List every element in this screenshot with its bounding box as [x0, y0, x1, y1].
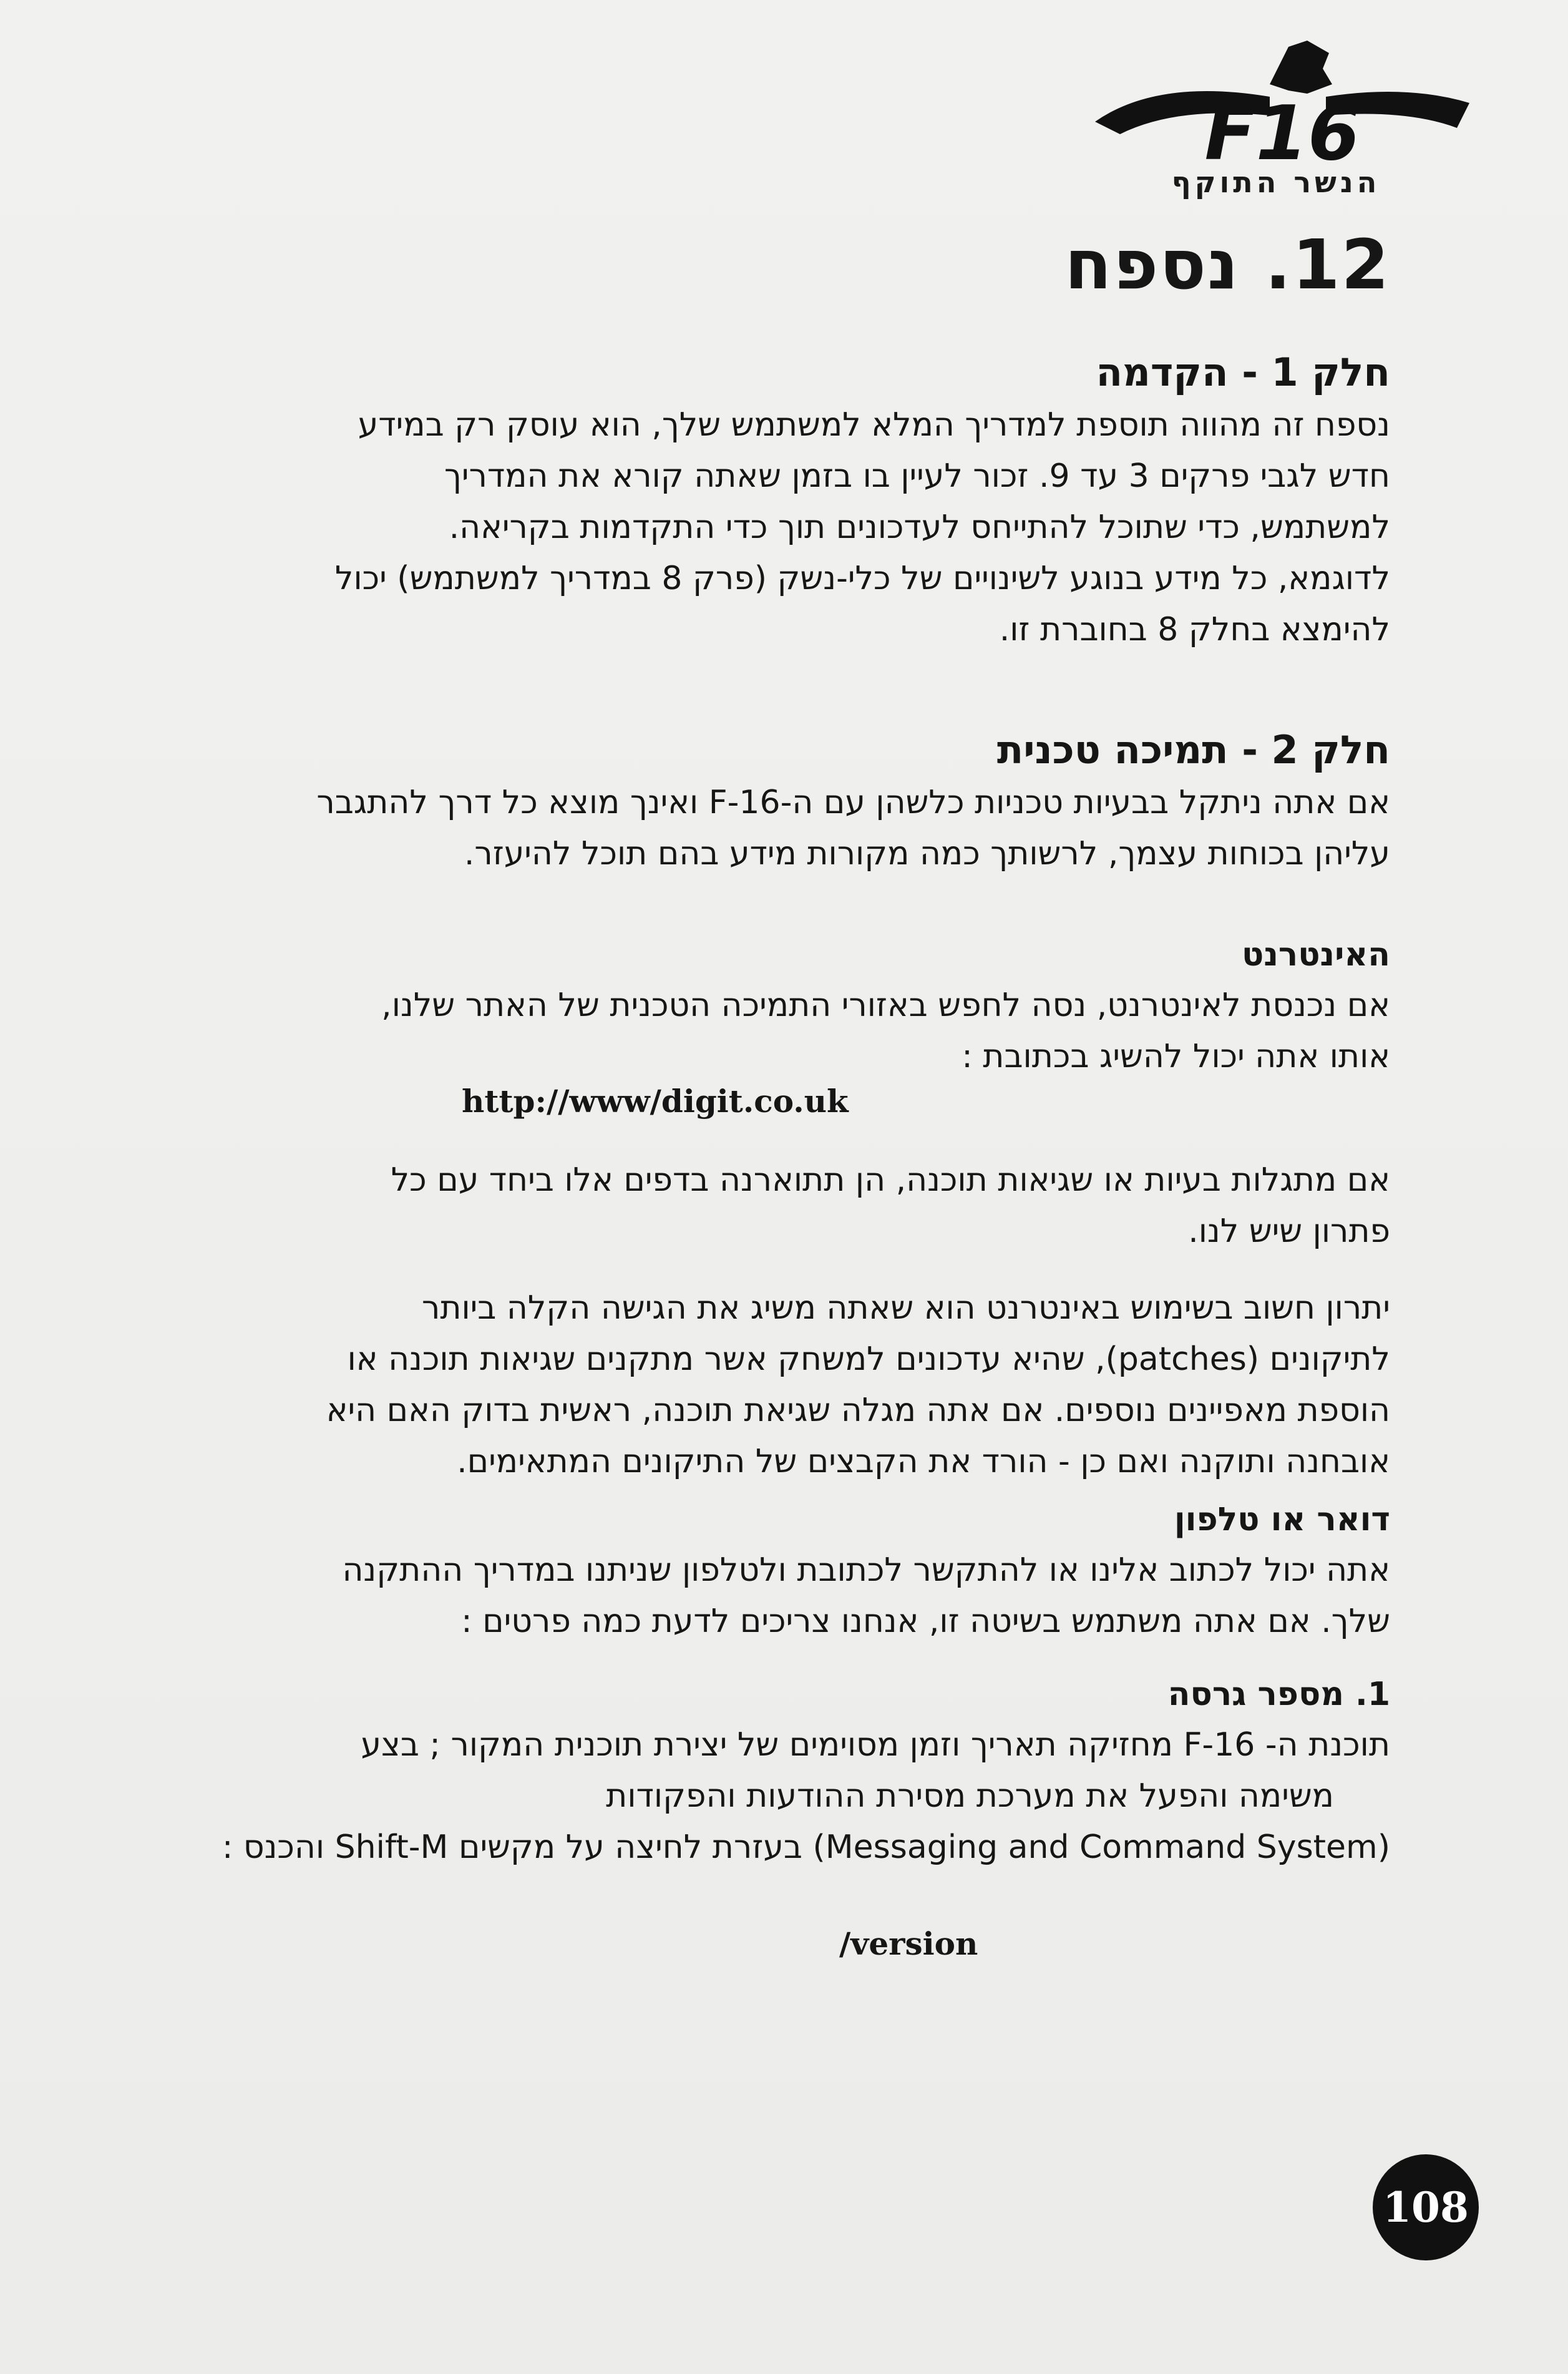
internet-line: אותו אתה יכול להשיג בכתובת :: [962, 1038, 1390, 1075]
internet-line: פתרון שיש לנו.: [1188, 1213, 1390, 1250]
f16-logo: [1083, 41, 1482, 203]
part2-line: עליהן בכוחות עצמך, לרשותך כמה מקורות מידע בהם תוכל להיעזר.: [464, 835, 1390, 872]
internet-line: יתרון חשוב בשימוש באינטרנט הוא שאתה משיג את הגישה הקלה ביותר: [421, 1289, 1390, 1327]
part1-body: [74, 399, 1390, 655]
version-line: משימה והפעל את מערכת מסירת ההודעות והפקודות: [606, 1777, 1334, 1815]
internet-line: אם נכנסת לאינטרנט, נסה לחפש באזורי התמיכה הטכנית של האתר שלנו,: [381, 987, 1390, 1024]
part2-heading: חלק 2 - תמיכה טכנית: [996, 727, 1390, 773]
page-number-badge: 108: [1373, 2154, 1479, 2260]
internet-line: לתיקונים (patches), שהיא עדכונים למשחק אשר מתקנים שגיאות תוכנה או: [347, 1341, 1390, 1378]
part1-line: לדוגמא, כל מידע בנוגע לשינויים של כלי-נשק (פרק 8 במדריך למשתמש) יכול: [334, 560, 1390, 597]
version-line: תוכנת ה- F-16 מחזיקה תאריך וזמן מסוימים של יצירת תוכנית המקור ; בצע: [361, 1726, 1390, 1764]
logo-subtitle: הנשר התוקף: [1171, 165, 1381, 199]
part1-line: להימצא בחלק 8 בחוברת זו.: [999, 611, 1390, 648]
part1-heading: חלק 1 - הקדמה: [1096, 349, 1390, 395]
internet-line: הוספת מאפיינים נוספים. אם אתה מגלה שגיאת תוכנה, ראשית בדוק האם היא: [326, 1392, 1390, 1429]
mail-heading: דואר או טלפון: [1174, 1501, 1390, 1538]
part2-body: [74, 777, 1390, 879]
internet-body: [74, 980, 1390, 1082]
internet-heading: האינטרנט: [1242, 936, 1390, 974]
version-command: /version: [839, 1925, 978, 1962]
version-heading: 1. מספר גרסה: [1167, 1676, 1390, 1713]
mail-body: [74, 1545, 1390, 1647]
internet-body-2: [74, 1155, 1390, 1257]
mail-line: שלך. אם אתה משתמש בשיטה זו, אנחנו צריכים לדעת כמה פרטים :: [461, 1603, 1390, 1640]
support-url-link[interactable]: http://www/digit.co.uk: [462, 1083, 849, 1120]
part1-line: למשתמש, כדי שתוכל להתייחס לעדכונים תוך כדי התקדמות בקריאה.: [449, 509, 1390, 546]
logo-wordmark: F16: [1204, 90, 1360, 177]
chapter-title: 12. נספח: [1064, 225, 1390, 305]
version-line: (Messaging and Command System) בעזרת לחיצה על מקשים Shift-M והכנס :: [222, 1829, 1390, 1866]
version-body: [74, 1719, 1390, 1873]
part1-line: נספח זה מהווה תוספת למדריך המלא למשתמש שלך, הוא עוסק רק במידע: [358, 406, 1390, 444]
part2-line: אם אתה ניתקל בבעיות טכניות כלשהן עם ה-F-16 ואינך מוצא כל דרך להתגבר: [316, 784, 1390, 821]
internet-line: אובחנה ותוקנה ואם כן - הורד את הקבצים של התיקונים המתאימים.: [457, 1443, 1390, 1480]
eagle-logo-icon: [1083, 41, 1482, 178]
internet-line: אם מתגלות בעיות או שגיאות תוכנה, הן תתוארנה בדפים אלו ביחד עם כל: [391, 1161, 1390, 1199]
part1-line: חדש לגבי פרקים 3 עד 9. זכור לעיין בו בזמן שאתה קורא את המדריך: [444, 457, 1390, 495]
internet-body-3: [74, 1282, 1390, 1487]
mail-line: אתה יכול לכתוב אלינו או להתקשר לכתובת ולטלפון שניתנו במדריך ההתקנה: [342, 1551, 1390, 1589]
